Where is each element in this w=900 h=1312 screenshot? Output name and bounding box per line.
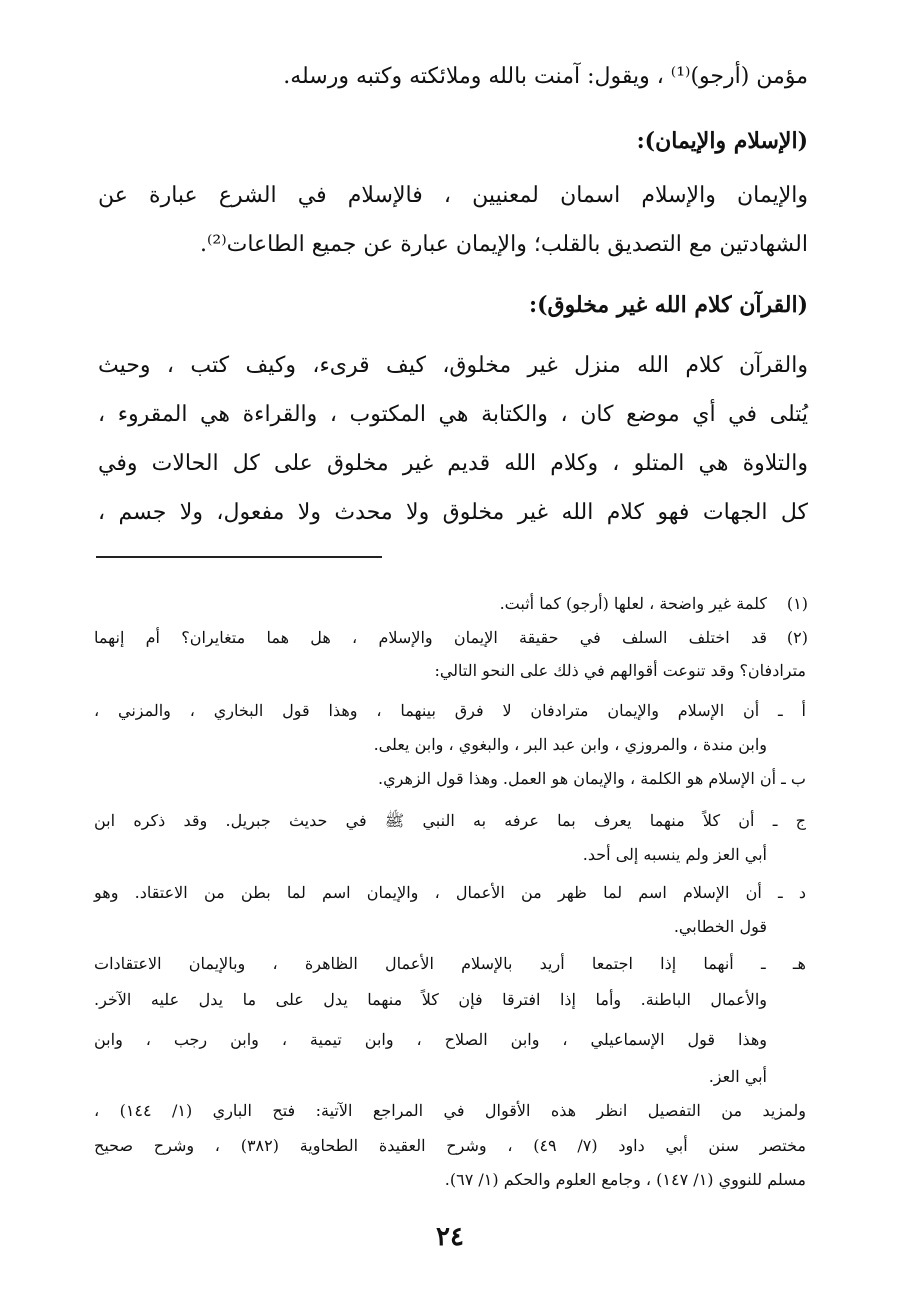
body-line-1: مؤمن (أرجو)⁽¹⁾ ، ويقول: آمنت بالله وملائكته وكتبه ورسله. — [283, 64, 808, 89]
paragraph-2-line-4: كل الجهات فهو كلام الله غير مخلوق ولا محدث ولا مفعول، ولا جسم ، — [98, 500, 808, 525]
footnote-2-number: (٢) — [786, 628, 808, 647]
footnote-2-line-1: قد اختلف السلف في حقيقة الإيمان والإسلام ، هل هما متغايران؟ أم إنهما — [94, 628, 767, 647]
footnote-item-c: ج ـ أن كلاً منهما يعرف بما عرفه به النبي ﷺ في حديث جبريل. وقد ذكره ابن — [94, 811, 806, 830]
paragraph-1-line-2: الشهادتين مع التصديق بالقلب؛ والإيمان عبارة عن جميع الطاعات⁽²⁾. — [199, 232, 808, 257]
footnote-item-b: ب ـ أن الإسلام هو الكلمة ، والإيمان هو العمل. وهذا قول الزهري. — [378, 769, 806, 788]
section-heading-islam-iman: (الإسلام والإيمان): — [636, 128, 808, 154]
footnote-item-d: د ـ أن الإسلام اسم لما ظهر من الأعمال ، والإيمان اسم لما بطن من الاعتقاد. وهو — [94, 883, 806, 902]
footnote-item-d-cont: قول الخطابي. — [673, 917, 767, 936]
footnote-item-e-cont-3: أبي العز. — [708, 1067, 767, 1086]
paragraph-1-line-1: والإيمان والإسلام اسمان لمعنيين ، فالإسلام في الشرع عبارة عن — [98, 183, 808, 208]
footnote-item-e-cont-2: وهذا قول الإسماعيلي ، وابن الصلاح ، وابن تيمية ، وابن رجب ، وابن — [94, 1030, 767, 1049]
footnote-item-e: هـ ـ أنهما إذا اجتمعا أريد بالإسلام الأعمال الظاهرة ، وبالإيمان الاعتقادات — [94, 954, 806, 973]
footnote-1-number: (١) — [786, 594, 808, 613]
footnote-references-line-2: مختصر سنن أبي داود (٧/ ٤٩) ، وشرح العقيدة الطحاوية (٣٨٢) ، وشرح صحيح — [94, 1136, 807, 1155]
footnote-2-line-2: مترادفان؟ وقد تنوعت أقوالهم في ذلك على النحو التالي: — [434, 661, 806, 680]
paragraph-2-line-3: والتلاوة هي المتلو ، وكلام الله قديم غير مخلوق على كل الحالات وفي — [98, 451, 808, 476]
paragraph-2-line-2: يُتلى في أي موضع كان ، والكتابة هي المكتوب ، والقراءة هي المقروء ، — [98, 402, 808, 427]
footnote-1-text: كلمة غير واضحة ، لعلها (أرجو) كما أثبت. — [499, 594, 767, 613]
page-number: ٢٤ — [436, 1222, 464, 1252]
footnote-references-line-3: مسلم للنووي (١/ ١٤٧) ، وجامع العلوم والحكم (١/ ٦٧). — [444, 1170, 806, 1189]
footnote-separator — [96, 556, 382, 558]
footnote-item-c-cont: أبي العز ولم ينسبه إلى أحد. — [582, 845, 767, 864]
footnote-item-a: أ ـ أن الإسلام والإيمان مترادفان لا فرق بينهما ، وهذا قول البخاري ، والمزني ، — [94, 701, 806, 720]
footnote-item-a-cont: وابن مندة ، والمروزي ، وابن عبد البر ، والبغوي ، وابن يعلى. — [373, 735, 767, 754]
footnote-references-line-1: ولمزيد من التفصيل انظر هذه الأقوال في المراجع الآتية: فتح الباري (١/ ١٤٤) ، — [94, 1101, 806, 1120]
paragraph-2-line-1: والقرآن كلام الله منزل غير مخلوق، كيف قرىء، وكيف كتب ، وحيث — [98, 353, 808, 378]
section-heading-quran: (القرآن كلام الله غير مخلوق): — [528, 292, 808, 318]
footnote-item-e-cont-1: والأعمال الباطنة. وأما إذا افترقا فإن كلاً منهما يدل على ما يدل عليه الآخر. — [94, 990, 768, 1009]
